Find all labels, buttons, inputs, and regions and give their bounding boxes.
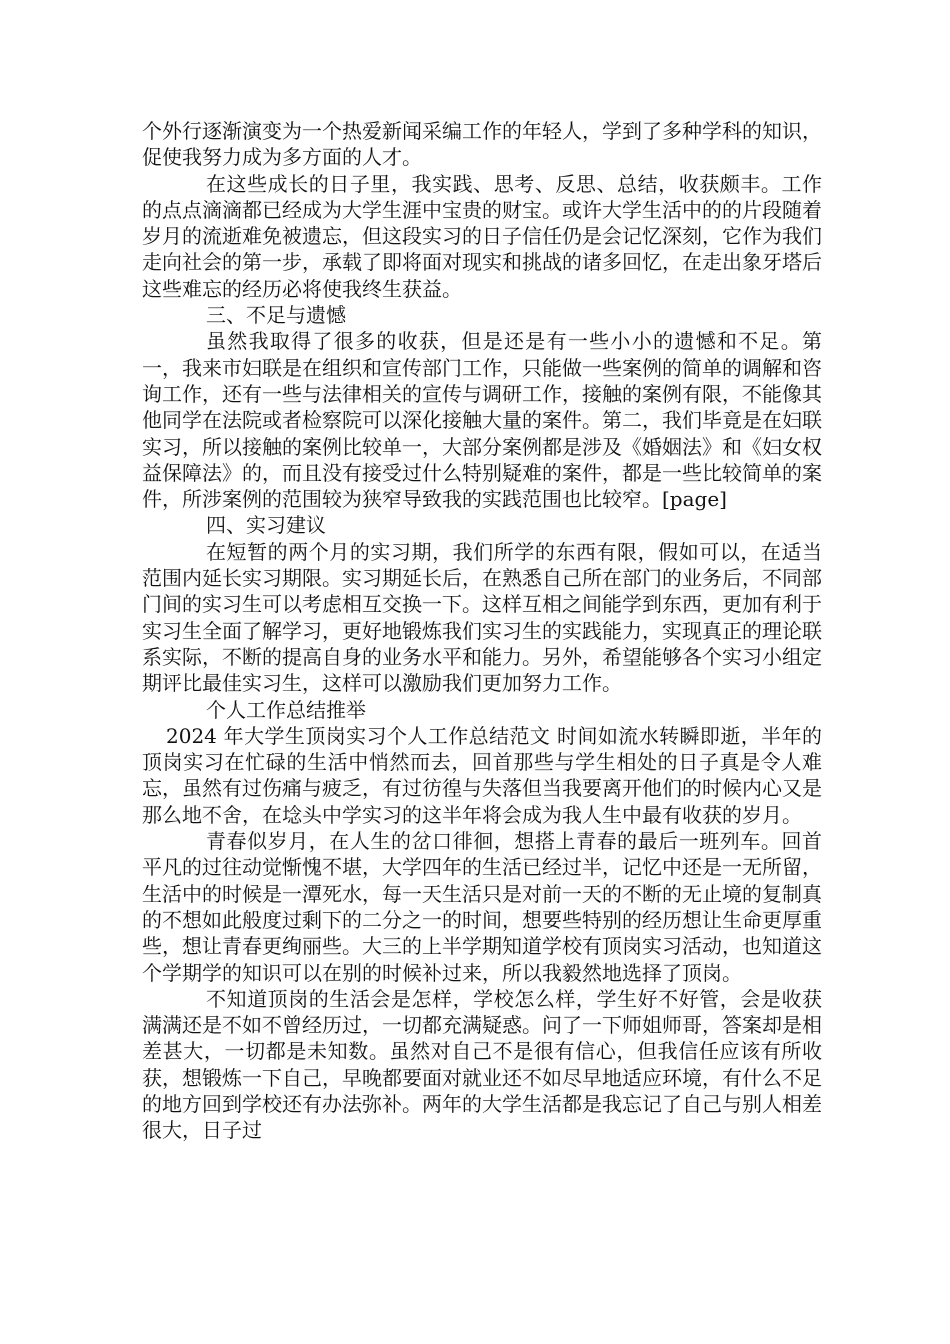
paragraph: 在这些成长的日子里，我实践、思考、反思、总结，收获颇丰。工作的点点滴滴都已经成为大学生涯中宝贵的财宝。或许大学生活中的的片段随着岁月的流逝难免被遗忘，但这段实习的日子信任仍是会记忆深刻，它作为我们走向社会的第一步，承载了即将面对现实和挑战的诸多回忆，在走出象牙塔后这些难忘的经历必将使我终生获益。	[142, 171, 822, 301]
paragraph: 在短暂的两个月的实习期，我们所学的东西有限，假如可以，在适当范围内延长实习期限。实习期延长后，在熟悉自己所在部门的业务后，不同部门间的实习生可以考虑相互交换一下。这样互相之间能学到东西，更加有利于实习生全面了解学习，更好地锻炼我们实习生的实践能力，实现真正的理论联系实际，不断的提高自身的业务水平和能力。另外，希望能够各个实习小组定期评比最佳实习生，这样可以激励我们更加努力工作。	[142, 539, 822, 696]
paragraph: 不知道顶岗的生活会是怎样，学校怎么样，学生好不好管，会是收获满满还是不如不曾经历过，一切都充满疑惑。问了一下师姐师哥，答案却是相差甚大，一切都是未知数。虽然对自己不是很有信心，但我信任应该有所收获，想锻炼一下自己，早晚都要面对就业还不如尽早地适应环境，有什么不足的地方回到学校还有办法弥补。两年的大学生活都是我忘记了自己与别人相差很大，日子过	[142, 986, 822, 1143]
section-heading-shortcomings: 三、不足与遗憾	[206, 303, 346, 328]
section-heading-recommendation: 个人工作总结推举	[206, 697, 366, 722]
paragraph: 2024 年大学生顶岗实习个人工作总结范文 时间如流水转瞬即逝，半年的顶岗实习在忙碌的生活中悄然而去，回首那些与学生相处的日子真是令人难忘，虽然有过伤痛与疲乏，有过彷徨与失落但当我要离开他们的时候内心又是那么地不舍，在埝头中学实习的这半年将会成为我人生中最有收获的岁月。	[142, 723, 822, 827]
paragraph: 青春似岁月，在人生的岔口徘徊，想搭上青春的最后一班列车。回首平凡的过往动觉惭愧不堪，大学四年的生活已经过半，记忆中还是一无所留，生活中的时候是一潭死水，每一天生活只是对前一天的不断的无止境的复制真的不想如此般度过剩下的二分之一的时间，想要些特别的经历想让生命更厚重些，想让青春更绚丽些。大三的上半学期知道学校有顶岗实习活动，也知道这个学期学的知识可以在别的时候补过来，所以我毅然地选择了顶岗。	[142, 829, 822, 985]
paragraph: 个外行逐渐演变为一个热爱新闻采编工作的年轻人，学到了多种学科的知识，促使我努力成为多方面的人才。	[142, 119, 822, 170]
section-heading-suggestions: 四、实习建议	[206, 513, 326, 538]
paragraph: 虽然我取得了很多的收获，但是还是有一些小小的遗憾和不足。第一，我来市妇联是在组织和宣传部门工作，只能做一些案例的简单的调解和咨询工作，还有一些与法律相关的宣传与调研工作，接触的案例有限，不能像其他同学在法院或者检察院可以深化接触大量的案件。第二，我们毕竟是在妇联实习，所以接触的案例比较单一，大部分案例都是涉及《婚姻法》和《妇女权益保障法》的，而且没有接受过什么特别疑难的案件，都是一些比较简单的案件，所涉案例的范围较为狭窄导致我的实践范围也比较窄。[page]	[142, 329, 822, 512]
document-body	[142, 118, 822, 1144]
